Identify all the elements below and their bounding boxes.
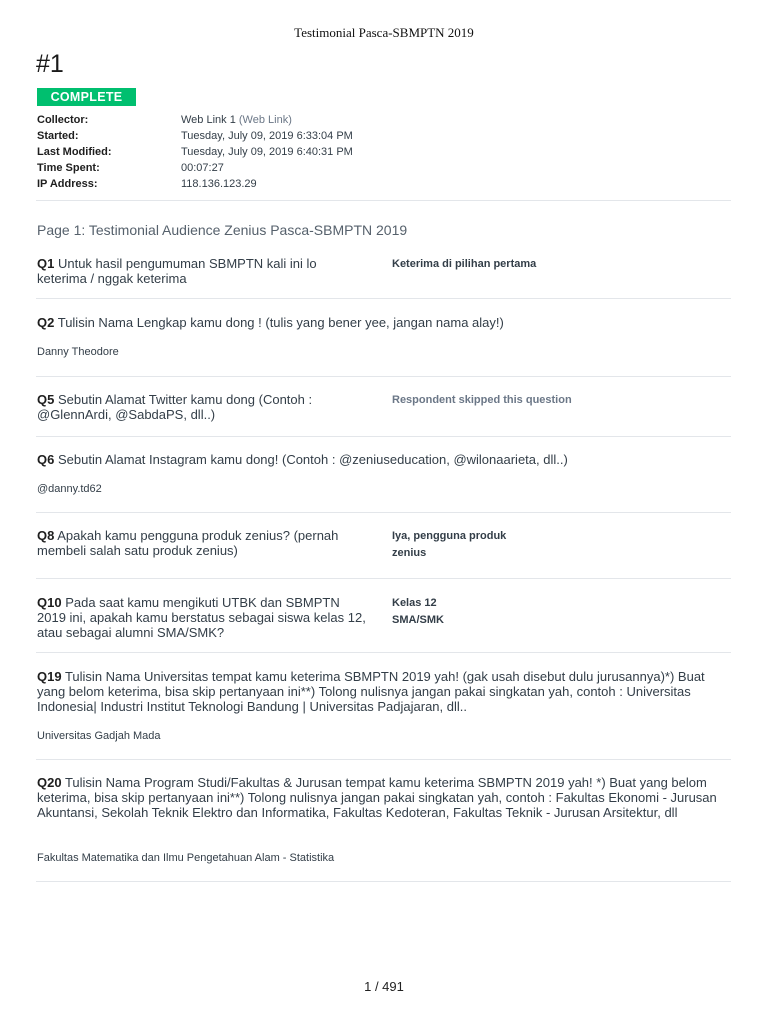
divider xyxy=(36,881,731,882)
divider xyxy=(36,298,731,299)
question-id: Q6 xyxy=(37,452,55,467)
question-q10 xyxy=(37,595,372,640)
question-q1 xyxy=(37,256,367,286)
meta-label: Last Modified: xyxy=(37,146,112,158)
collector-name: Web Link 1 xyxy=(181,114,236,126)
answer-q5-skipped: Respondent skipped this question xyxy=(392,394,572,406)
response-number: #1 xyxy=(36,50,64,78)
meta-label: IP Address: xyxy=(37,178,98,190)
question-q5 xyxy=(37,392,372,422)
divider xyxy=(36,200,731,201)
meta-value xyxy=(181,112,292,128)
meta-row-last-modified xyxy=(37,144,353,160)
response-metadata xyxy=(37,112,353,192)
question-q20 xyxy=(37,775,732,820)
question-text: Tulisin Nama Lengkap kamu dong ! (tulis yang bener yee, jangan nama alay!) xyxy=(57,315,504,330)
question-q2 xyxy=(37,315,727,330)
divider xyxy=(36,652,731,653)
collector-type: (Web Link) xyxy=(238,114,292,126)
answer-line: Iya, pengguna produk xyxy=(392,530,507,542)
question-q8 xyxy=(37,528,372,558)
answer-line: zenius xyxy=(392,547,427,559)
meta-value: 00:07:27 xyxy=(181,162,224,174)
meta-value: Tuesday, July 09, 2019 6:40:31 PM xyxy=(181,146,353,158)
question-id: Q5 xyxy=(37,392,55,407)
meta-row-time-spent xyxy=(37,160,353,176)
meta-row-started xyxy=(37,128,353,144)
divider xyxy=(36,376,731,377)
meta-value: 118.136.123.29 xyxy=(181,178,257,190)
divider xyxy=(36,512,731,513)
question-id: Q20 xyxy=(37,775,62,790)
question-text: Tulisin Nama Program Studi/Fakultas & Jurusan tempat kamu keterima SBMPTN 2019 yah! *) Buat yang belom keterima, bisa skip pertanyaan ini**) Tolong nulisnya jangan pakai singkatan yah, contoh : Fakultas Ekonomi - Jurusan Akuntansi, Sekolah Teknik Elektro dan Informatika, Fakultas Kedoteran, Fakultas Teknik - Jurusan Arsitektur, dll xyxy=(37,775,717,820)
answer-line: Kelas 12 xyxy=(392,597,437,609)
answer-q10 xyxy=(392,595,444,629)
question-q6 xyxy=(37,452,727,467)
meta-label: Started: xyxy=(37,130,79,142)
question-id: Q1 xyxy=(37,256,55,271)
status-badge: COMPLETE xyxy=(37,88,136,106)
answer-q20: Fakultas Matematika dan Ilmu Pengetahuan Alam - Statistika xyxy=(37,852,335,864)
meta-row-collector xyxy=(37,112,353,128)
answer-q19: Universitas Gadjah Mada xyxy=(37,730,161,742)
divider xyxy=(36,436,731,437)
answer-q8 xyxy=(392,528,506,562)
question-id: Q8 xyxy=(37,528,55,543)
answer-line: SMA/SMK xyxy=(392,614,444,626)
answer-q1: Keterima di pilihan pertama xyxy=(392,258,537,270)
question-id: Q2 xyxy=(37,315,55,330)
question-text: Tulisin Nama Universitas tempat kamu keterima SBMPTN 2019 yah! (gak usah disebut dulu jurusannya)*) Buat yang belom keterima, bisa skip pertanyaan ini**) Tolong nulisnya jangan pakai singkatan yah, contoh : Universitas Indonesia| Industri Institut Teknologi Bandung | Universitas Padjajaran, dll.. xyxy=(37,669,705,714)
meta-label: Time Spent: xyxy=(37,162,100,174)
question-id: Q19 xyxy=(37,669,62,684)
question-text: Sebutin Alamat Twitter kamu dong (Contoh : @GlennArdi, @SabdaPS, dll..) xyxy=(37,392,313,422)
meta-label: Collector: xyxy=(37,114,89,126)
meta-row-ip-address xyxy=(37,176,353,192)
question-id: Q10 xyxy=(37,595,62,610)
answer-q2: Danny Theodore xyxy=(37,346,119,358)
answer-q6: @danny.td62 xyxy=(37,483,102,495)
question-q19 xyxy=(37,669,732,714)
question-text: Apakah kamu pengguna produk zenius? (pernah membeli salah satu produk zenius) xyxy=(37,528,339,558)
meta-value: Tuesday, July 09, 2019 6:33:04 PM xyxy=(181,130,353,142)
page-indicator: 1 / 491 xyxy=(364,979,404,994)
document-header: Testimonial Pasca-SBMPTN 2019 xyxy=(294,25,474,40)
page-title: Page 1: Testimonial Audience Zenius Pasca-SBMPTN 2019 xyxy=(37,222,408,238)
divider xyxy=(36,578,731,579)
question-text: Untuk hasil pengumuman SBMPTN kali ini lo keterima / nggak keterima xyxy=(37,256,317,286)
question-text: Pada saat kamu mengikuti UTBK dan SBMPTN 2019 ini, apakah kamu berstatus sebagai siswa kelas 12, atau sebagai alumni SMA/SMK? xyxy=(37,595,366,640)
question-text: Sebutin Alamat Instagram kamu dong! (Contoh : @zeniuseducation, @wilonaarieta, dll..) xyxy=(57,452,568,467)
divider xyxy=(36,759,731,760)
